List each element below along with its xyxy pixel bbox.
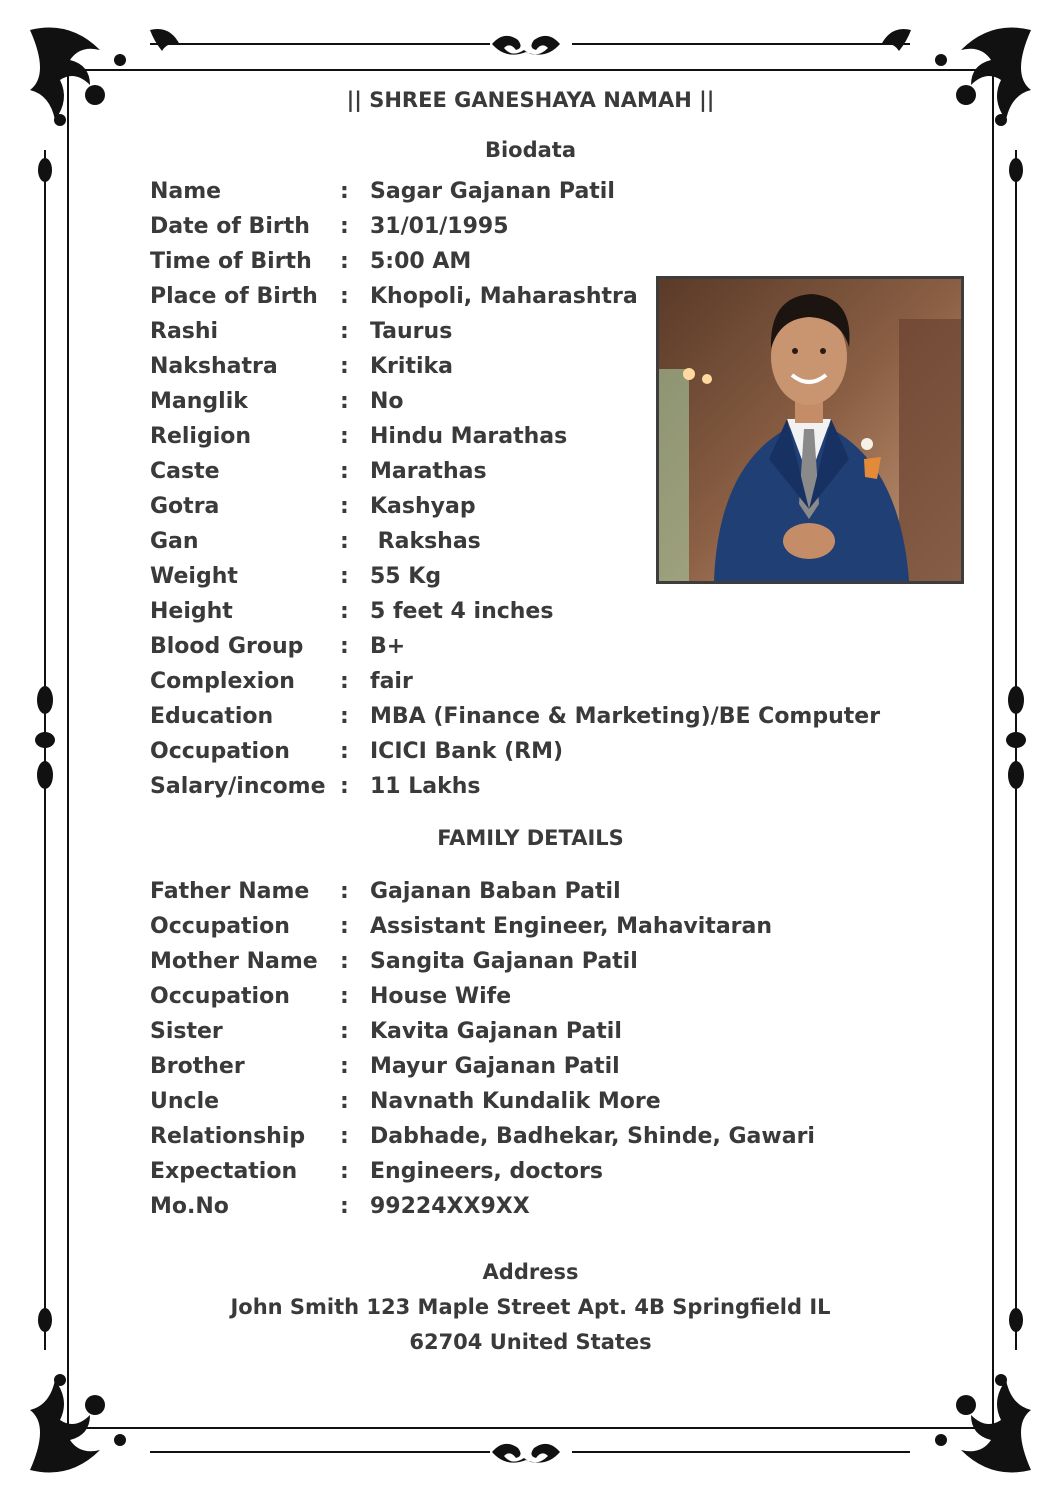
- detail-label: Rashi: [150, 319, 219, 344]
- detail-label: Height: [150, 599, 233, 624]
- detail-row: [150, 177, 910, 212]
- detail-separator: :: [340, 389, 349, 414]
- detail-value: Taurus: [370, 319, 453, 344]
- detail-separator: :: [340, 564, 349, 589]
- detail-separator: :: [340, 319, 349, 344]
- detail-label: Nakshatra: [150, 354, 278, 379]
- invocation-heading: || SHREE GANESHAYA NAMAH ||: [346, 88, 715, 112]
- address-line: John Smith 123 Maple Street Apt. 4B Springfield IL: [230, 1295, 831, 1319]
- detail-separator: :: [340, 214, 349, 239]
- detail-value: No: [370, 389, 404, 414]
- detail-value: House Wife: [370, 984, 512, 1009]
- detail-label: Mo.No: [150, 1194, 229, 1219]
- detail-separator: :: [340, 179, 349, 204]
- detail-label: Name: [150, 179, 222, 204]
- detail-separator: :: [340, 1194, 349, 1219]
- detail-label: Caste: [150, 459, 220, 484]
- detail-label: Time of Birth: [150, 249, 312, 274]
- detail-label: Occupation: [150, 984, 290, 1009]
- address-block: [0, 1255, 1061, 1360]
- detail-separator: :: [340, 599, 349, 624]
- detail-separator: :: [340, 704, 349, 729]
- detail-value: Khopoli, Maharashtra: [370, 284, 638, 309]
- detail-label: Gan: [150, 529, 199, 554]
- address-line: 62704 United States: [409, 1330, 652, 1354]
- detail-separator: :: [340, 949, 349, 974]
- profile-photo: [656, 276, 964, 584]
- floral-corner-icon: [30, 1374, 126, 1473]
- detail-value: Hindu Marathas: [370, 424, 568, 449]
- detail-separator: :: [340, 1019, 349, 1044]
- detail-value: Assistant Engineer, Mahavitaran: [370, 914, 773, 939]
- detail-label: Gotra: [150, 494, 220, 519]
- detail-row: [150, 1052, 910, 1087]
- detail-value: Mayur Gajanan Patil: [370, 1054, 620, 1079]
- detail-value: 31/01/1995: [370, 214, 509, 239]
- detail-row: [150, 702, 910, 737]
- detail-value: 5 feet 4 inches: [370, 599, 554, 624]
- page-title: Biodata: [484, 138, 577, 162]
- detail-label: Manglik: [150, 389, 248, 414]
- detail-separator: :: [340, 1159, 349, 1184]
- detail-value: Kashyap: [370, 494, 476, 519]
- detail-value: Gajanan Baban Patil: [370, 879, 621, 904]
- detail-label: Father Name: [150, 879, 310, 904]
- detail-label: Uncle: [150, 1089, 220, 1114]
- detail-value: Engineers, doctors: [370, 1159, 603, 1184]
- detail-row: [150, 597, 910, 632]
- detail-separator: :: [340, 354, 349, 379]
- detail-separator: :: [340, 879, 349, 904]
- detail-separator: :: [340, 914, 349, 939]
- address-title: Address: [482, 1260, 579, 1284]
- floral-corner-icon: [935, 1374, 1031, 1473]
- detail-value: Rakshas: [370, 529, 481, 554]
- detail-label: Place of Birth: [150, 284, 318, 309]
- detail-label: Religion: [150, 424, 252, 449]
- detail-separator: :: [340, 984, 349, 1009]
- detail-row: [150, 1087, 910, 1122]
- detail-separator: :: [340, 1089, 349, 1114]
- detail-separator: :: [340, 494, 349, 519]
- detail-value: Navnath Kundalik More: [370, 1089, 661, 1114]
- detail-row: [150, 982, 910, 1017]
- detail-value: Dabhade, Badhekar, Shinde, Gawari: [370, 1124, 815, 1149]
- detail-separator: :: [340, 669, 349, 694]
- detail-value: Sangita Gajanan Patil: [370, 949, 638, 974]
- detail-label: Sister: [150, 1019, 223, 1044]
- detail-separator: :: [340, 249, 349, 274]
- detail-separator: :: [340, 739, 349, 764]
- detail-label: Occupation: [150, 914, 290, 939]
- detail-row: [150, 877, 910, 912]
- detail-row: [150, 947, 910, 982]
- detail-row: [150, 912, 910, 947]
- family-section-title: FAMILY DETAILS: [437, 826, 624, 850]
- detail-row: [150, 1017, 910, 1052]
- detail-row: [150, 1192, 910, 1227]
- detail-row: [150, 1122, 910, 1157]
- detail-separator: :: [340, 634, 349, 659]
- detail-label: Expectation: [150, 1159, 298, 1184]
- detail-separator: :: [340, 284, 349, 309]
- detail-value: ICICI Bank (RM): [370, 739, 564, 764]
- detail-separator: :: [340, 774, 349, 799]
- detail-label: Mother Name: [150, 949, 318, 974]
- detail-value: Kritika: [370, 354, 453, 379]
- detail-label: Complexion: [150, 669, 295, 694]
- detail-value: Marathas: [370, 459, 487, 484]
- detail-label: Date of Birth: [150, 214, 310, 239]
- detail-value: 11 Lakhs: [370, 774, 481, 799]
- detail-row: [150, 632, 910, 667]
- detail-row: [150, 737, 910, 772]
- detail-label: Brother: [150, 1054, 245, 1079]
- detail-label: Salary/income: [150, 774, 326, 799]
- detail-value: 5:00 AM: [370, 249, 472, 274]
- detail-label: Education: [150, 704, 274, 729]
- detail-separator: :: [340, 529, 349, 554]
- detail-label: Relationship: [150, 1124, 306, 1149]
- detail-separator: :: [340, 1124, 349, 1149]
- detail-value: MBA (Finance & Marketing)/BE Computer: [370, 704, 881, 729]
- detail-row: [150, 1157, 910, 1192]
- detail-label: Blood Group: [150, 634, 304, 659]
- detail-value: Sagar Gajanan Patil: [370, 179, 615, 204]
- detail-separator: :: [340, 459, 349, 484]
- detail-value: fair: [370, 669, 413, 694]
- detail-value: B+: [370, 634, 406, 659]
- detail-row: [150, 772, 910, 807]
- detail-separator: :: [340, 424, 349, 449]
- detail-value: Kavita Gajanan Patil: [370, 1019, 622, 1044]
- detail-row: [150, 212, 910, 247]
- detail-value: 55 Kg: [370, 564, 442, 589]
- detail-label: Occupation: [150, 739, 290, 764]
- detail-label: Weight: [150, 564, 238, 589]
- detail-separator: :: [340, 1054, 349, 1079]
- detail-value: 99224XX9XX: [370, 1194, 530, 1219]
- detail-row: [150, 667, 910, 702]
